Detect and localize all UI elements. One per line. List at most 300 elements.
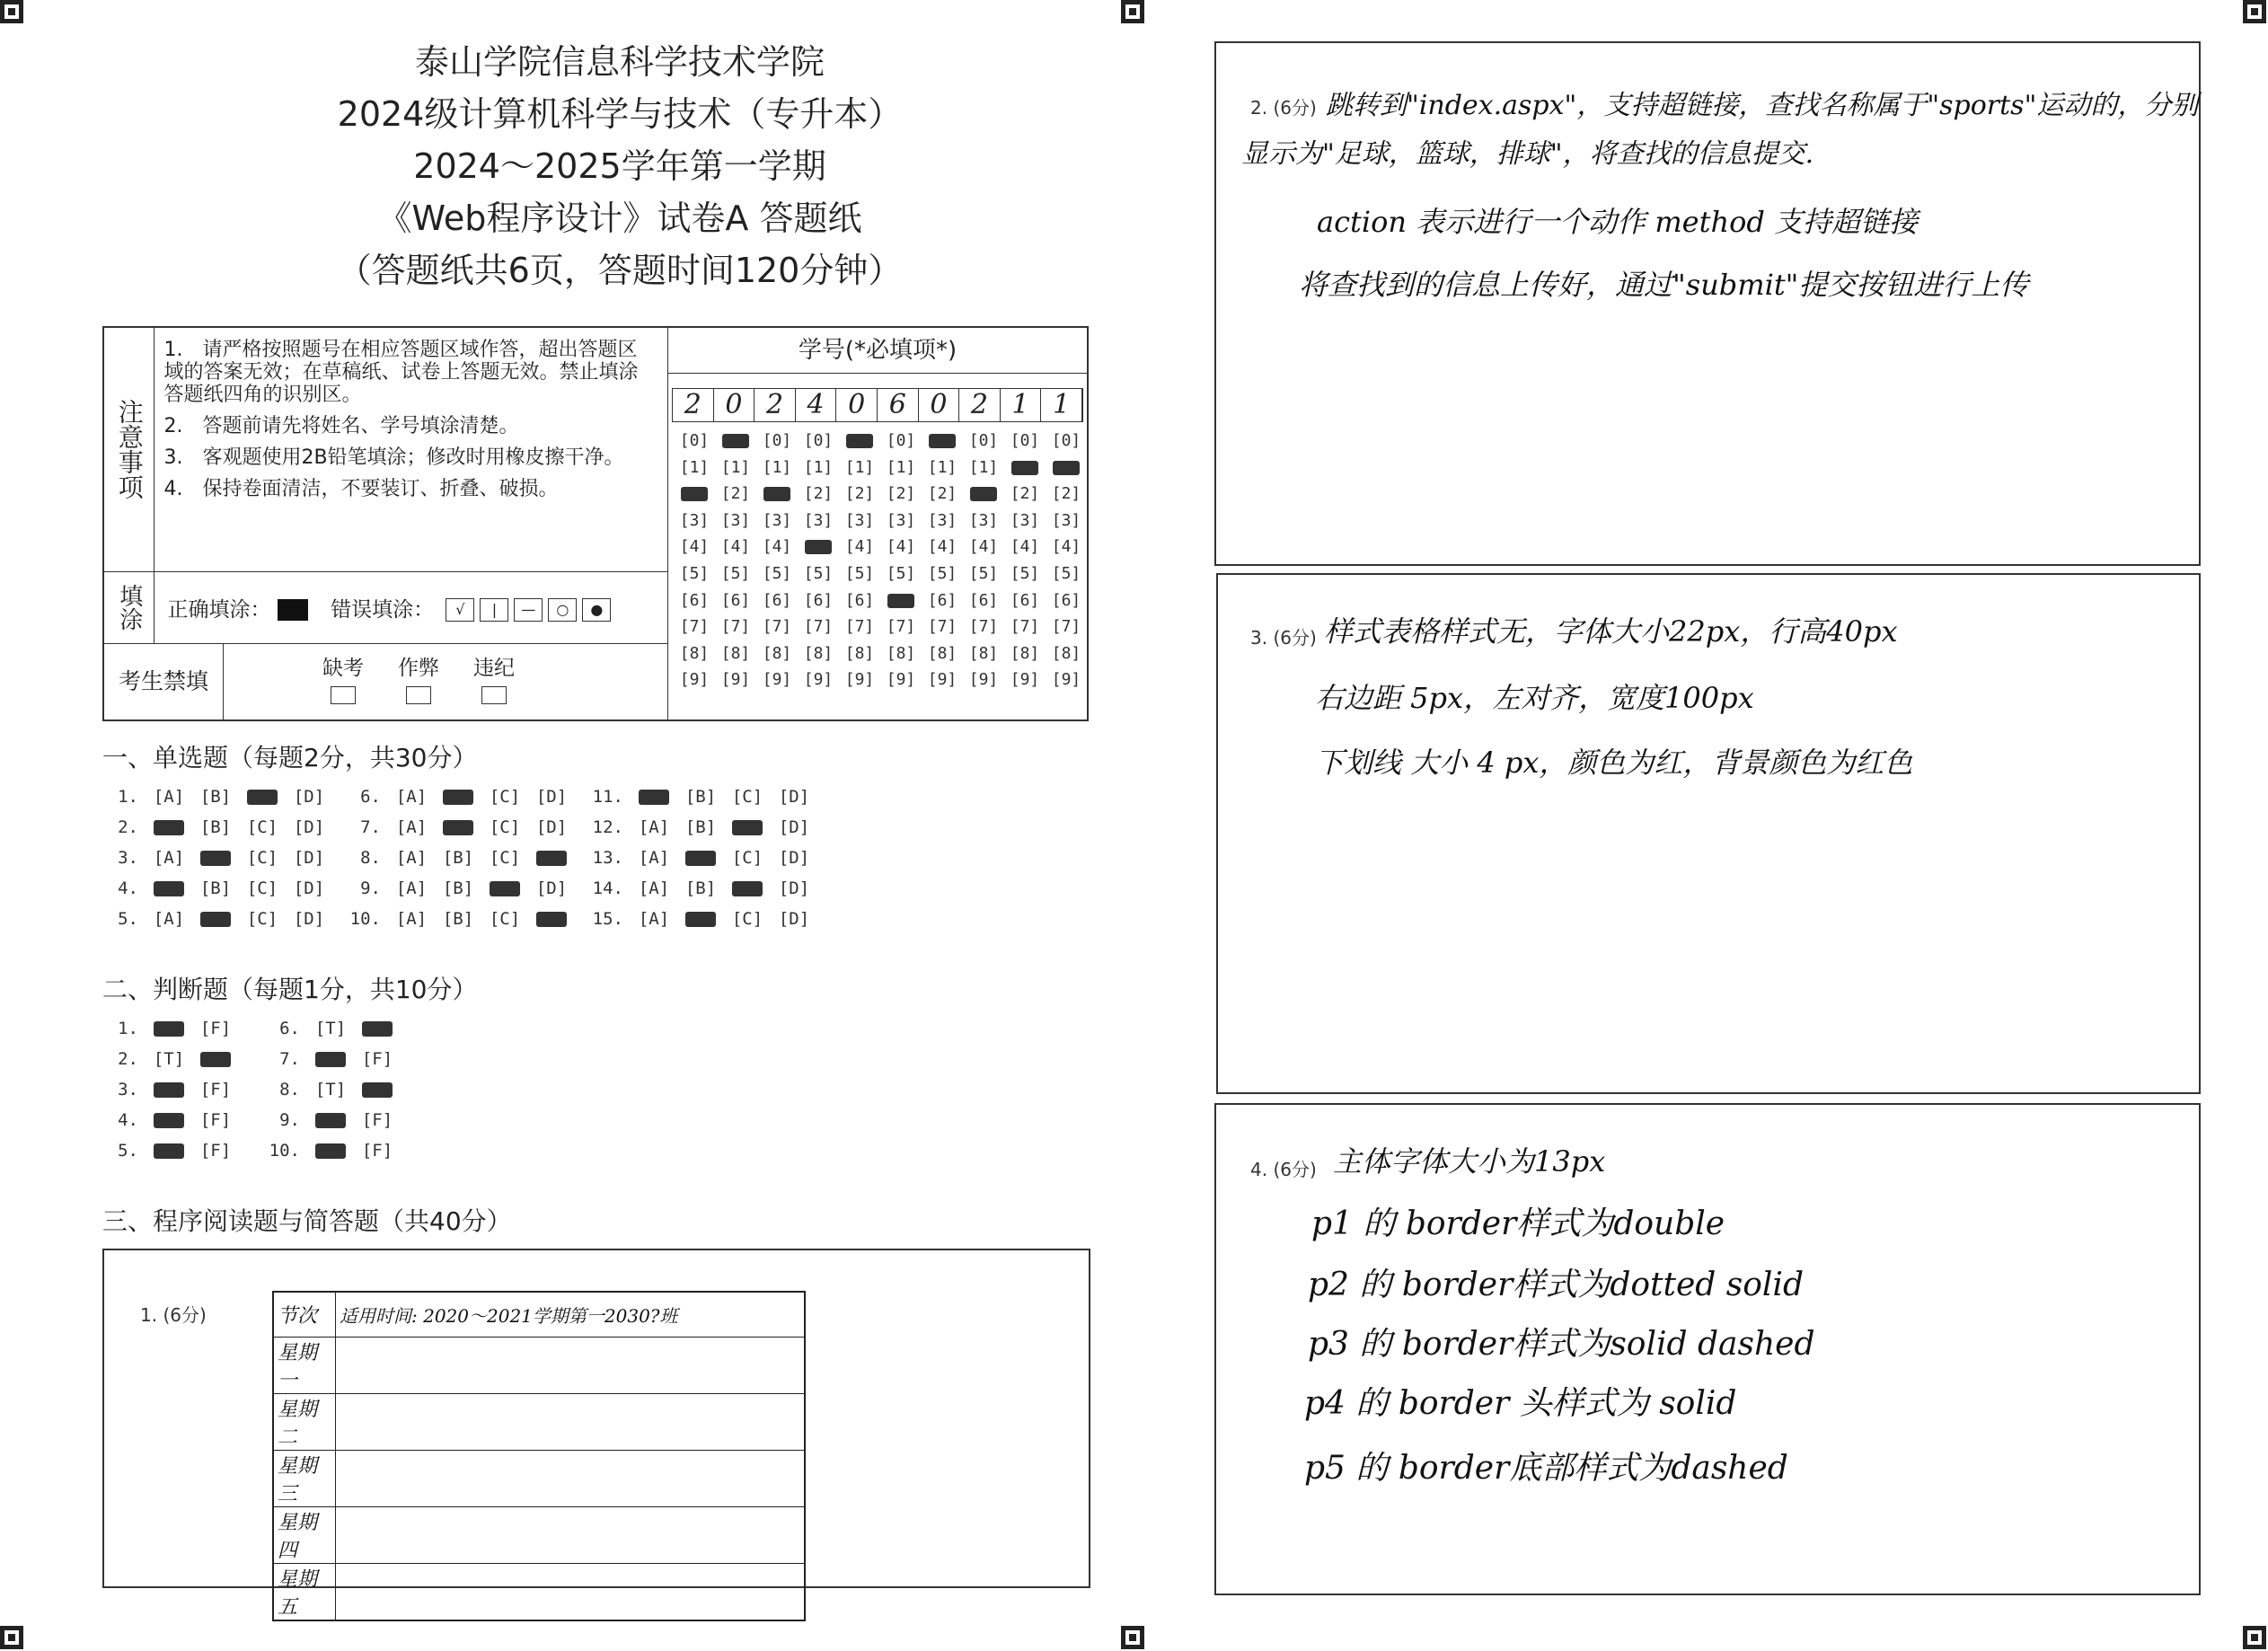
student-id-bubble[interactable]: [9]: [1051, 670, 1081, 690]
mc-option-b[interactable]: [B]: [199, 817, 232, 837]
student-id-bubble[interactable]: [7]: [968, 617, 999, 637]
student-id-bubble[interactable]: [8]: [968, 643, 999, 663]
mc-option-d[interactable]: [528, 848, 575, 868]
q4-answer-line-6: p5 的 border底部样式为dashed: [1304, 1450, 1788, 1487]
mc-question-number: 13.: [592, 848, 623, 868]
student-id-bubble[interactable]: [4]: [679, 537, 710, 557]
q3-answer-line-3: 下划线 大小 4 px，颜色为红，背景颜色为红色: [1315, 746, 1913, 780]
tf-question-number: 6.: [279, 1019, 300, 1038]
student-id-digit-box[interactable]: 0: [919, 389, 960, 421]
student-id-bubble[interactable]: [6]: [968, 590, 999, 610]
student-id-bubble[interactable]: [7]: [927, 617, 958, 637]
wrong-fill-circle: ○: [548, 598, 577, 622]
corner-marker-top-center: [1121, 0, 1144, 23]
student-id-bubble[interactable]: [8]: [803, 643, 834, 663]
mc-option-a[interactable]: [631, 787, 677, 807]
student-id-bubble[interactable]: [1]: [679, 457, 710, 477]
mc-option-b[interactable]: [B]: [199, 878, 232, 898]
student-id-bubble[interactable]: [9]: [968, 670, 999, 690]
student-id-bubble[interactable]: [3]: [803, 510, 834, 530]
bubble-filled-mark: [887, 594, 914, 608]
student-id-bubble[interactable]: [6]: [762, 590, 792, 610]
tf-option-f[interactable]: [F]: [199, 1110, 232, 1130]
mc-option-b[interactable]: [435, 817, 481, 837]
mc-question-number: 5.: [118, 909, 138, 929]
mc-option-a[interactable]: [146, 878, 192, 898]
mc-option-b[interactable]: [677, 848, 724, 868]
mc-question-row: [587, 878, 817, 898]
student-id-digit-box[interactable]: 2: [959, 389, 1001, 421]
tf-question-row: [264, 1049, 401, 1069]
mc-question-row: [587, 909, 817, 929]
corner-marker-bottom-left: [0, 1626, 23, 1649]
option-filled-mark: [362, 1021, 393, 1037]
q4-answer-line-2: p1 的 border样式为double: [1311, 1205, 1725, 1242]
student-id-bubble[interactable]: [4]: [762, 537, 792, 557]
info-table: [102, 326, 1089, 721]
student-id-bubble[interactable]: [1]: [886, 457, 916, 477]
tf-option-t[interactable]: [146, 1110, 192, 1130]
student-id-bubble[interactable]: [3]: [720, 510, 751, 530]
mc-option-d[interactable]: [D]: [535, 878, 568, 898]
q4-answer-line-4: p3 的 border样式为solid dashed: [1308, 1326, 1815, 1363]
mc-option-d[interactable]: [D]: [293, 817, 325, 837]
answer-box-q3[interactable]: [1216, 573, 2201, 1094]
tf-question-row: [264, 1141, 401, 1161]
student-id-bubble[interactable]: [4]: [886, 537, 916, 557]
student-id-bubble[interactable]: [1]: [927, 457, 958, 477]
mc-option-d[interactable]: [528, 909, 575, 929]
mc-question-number: 8.: [360, 848, 381, 868]
corner-marker-top-left: [0, 0, 23, 23]
student-id-bubble[interactable]: [0]: [1010, 431, 1040, 450]
corner-marker-bottom-center: [1121, 1626, 1144, 1649]
student-id-bubble[interactable]: [1]: [803, 457, 834, 477]
student-id-bubble[interactable]: [8]: [1051, 643, 1081, 663]
student-id-digit-box[interactable]: 2: [755, 389, 796, 421]
examinee-label: 考生禁填: [104, 644, 224, 720]
bubble-filled-mark: [805, 540, 832, 554]
student-id-bubble[interactable]: [922, 428, 963, 455]
status-absent-checkbox[interactable]: [331, 686, 356, 704]
student-id-bubble[interactable]: [6]: [679, 590, 710, 610]
q3-answer-line-2: 右边距 5px，左对齐，宽度100px: [1315, 681, 1754, 715]
option-filled-mark: [443, 820, 473, 835]
mc-option-b[interactable]: [677, 909, 724, 929]
mc-question-number: 11.: [592, 787, 623, 807]
option-filled-mark: [200, 912, 231, 927]
mc-option-d[interactable]: [D]: [778, 817, 810, 837]
student-id-bubble[interactable]: [756, 481, 798, 508]
wrong-fill-bar: |: [480, 598, 508, 622]
mc-option-b[interactable]: [B]: [684, 787, 717, 807]
student-id-bubble[interactable]: [8]: [927, 643, 958, 663]
tf-option-t[interactable]: [307, 1049, 354, 1069]
q1-label: 1. (6分): [140, 1304, 207, 1326]
mc-question-row: [102, 878, 332, 898]
student-id-digit-box[interactable]: 0: [714, 389, 755, 421]
tf-question-number: 5.: [118, 1141, 138, 1161]
tf-option-f[interactable]: [F]: [199, 1080, 232, 1099]
bubble-filled-mark: [1011, 461, 1038, 475]
student-id-digit-box[interactable]: 0: [836, 389, 878, 421]
tf-option-f[interactable]: [192, 1049, 239, 1069]
mc-option-a[interactable]: [A]: [638, 817, 670, 837]
mc-question-number: 9.: [360, 878, 381, 898]
student-id-bubble[interactable]: [1]: [762, 457, 792, 477]
option-filled-mark: [154, 1021, 184, 1037]
student-id-bubble[interactable]: [4]: [927, 537, 958, 557]
student-id-bubble[interactable]: [9]: [927, 670, 958, 690]
student-id-bubble[interactable]: [0]: [1051, 431, 1081, 450]
tf-question-row: [102, 1080, 239, 1099]
mc-option-d[interactable]: [D]: [778, 909, 810, 929]
student-id-bubble[interactable]: [5]: [1051, 563, 1081, 583]
student-id-digit-box[interactable]: 2: [673, 389, 714, 421]
mc-option-a[interactable]: [146, 817, 192, 837]
mc-option-c[interactable]: [C]: [731, 848, 763, 868]
header-class: 2024级计算机科学与技术（专升本）: [337, 94, 903, 134]
option-filled-mark: [200, 851, 231, 866]
mc-option-c[interactable]: [C]: [731, 909, 763, 929]
student-id-bubble[interactable]: [5]: [1010, 563, 1040, 583]
schedule-day-5: 星期五: [273, 1563, 336, 1620]
mc-question-number: 10.: [349, 909, 381, 929]
mc-question-row: [102, 787, 332, 807]
q3-answer-line-1: 样式表格样式无，字体大小22px，行高40px: [1324, 614, 1898, 649]
tf-option-t[interactable]: [146, 1141, 192, 1161]
mc-option-d[interactable]: [D]: [535, 817, 568, 837]
tf-question-row: [102, 1049, 239, 1069]
student-id-bubble[interactable]: [6]: [1010, 590, 1040, 610]
mc-option-a[interactable]: [A]: [395, 848, 428, 868]
student-id-bubble[interactable]: [3]: [679, 510, 710, 530]
student-id-bubble[interactable]: [7]: [1010, 617, 1040, 637]
student-id-bubble[interactable]: [1]: [720, 457, 751, 477]
option-filled-mark: [639, 790, 669, 805]
student-id-bubble[interactable]: [7]: [720, 617, 751, 637]
student-id-bubble[interactable]: [4]: [968, 537, 999, 557]
option-filled-mark: [154, 1082, 184, 1098]
option-filled-mark: [732, 881, 763, 896]
q4-answer-line-3: p2 的 border样式为dotted solid: [1308, 1267, 1804, 1303]
student-id-bubble[interactable]: [5]: [886, 563, 916, 583]
mc-option-a[interactable]: [A]: [638, 848, 670, 868]
tf-option-f[interactable]: [F]: [199, 1019, 232, 1038]
q2-label: 2. (6分): [1250, 97, 1317, 119]
schedule-header-time: 适用时间: 2020～2021学期第一2030?班: [336, 1292, 806, 1337]
student-id-digit-box[interactable]: 1: [1041, 389, 1082, 421]
student-id-bubble[interactable]: [2]: [844, 484, 875, 504]
student-id-bubble[interactable]: [3]: [968, 510, 999, 530]
mc-question-number: 4.: [118, 878, 138, 898]
mc-option-b[interactable]: [192, 848, 239, 868]
student-id-bubble[interactable]: [2]: [720, 484, 751, 504]
option-filled-mark: [536, 851, 567, 866]
student-id-digit-box[interactable]: 1: [1001, 389, 1042, 421]
student-id-bubble[interactable]: [4]: [844, 537, 875, 557]
mc-option-c[interactable]: [C]: [246, 878, 278, 898]
mc-question-row: [587, 848, 817, 868]
student-id-bubble[interactable]: [9]: [803, 670, 834, 690]
option-filled-mark: [154, 1143, 184, 1159]
student-id-bubble[interactable]: [5]: [720, 563, 751, 583]
notice-item-1: 1. 请严格按照题号在相应答题区域作答，超出答题区域的答案无效；在草稿纸、试卷上答题无效。禁止填涂答题纸四角的识别区。: [163, 339, 639, 406]
student-id-bubble[interactable]: [5]: [844, 563, 875, 583]
student-id-bubble[interactable]: [3]: [886, 510, 916, 530]
student-id-bubble[interactable]: [1004, 455, 1046, 481]
mc-option-a[interactable]: [A]: [153, 848, 185, 868]
status-absent-label: 缺考: [322, 656, 364, 680]
student-id-bubble[interactable]: [4]: [1051, 537, 1081, 557]
mc-question-row: [587, 787, 817, 807]
notice-item-4: 4. 保持卷面清洁，不要装订、折叠、破损。: [163, 478, 559, 500]
student-id-digit-boxes[interactable]: [672, 388, 1083, 422]
student-id-bubble[interactable]: [9]: [886, 670, 916, 690]
student-id-bubble[interactable]: [7]: [762, 617, 792, 637]
tf-option-t[interactable]: [T]: [314, 1080, 347, 1099]
student-id-bubble-grid[interactable]: [668, 428, 1087, 693]
student-id-bubble[interactable]: [7]: [679, 617, 710, 637]
mc-option-c[interactable]: [724, 817, 771, 837]
student-id-bubble[interactable]: [9]: [679, 670, 710, 690]
mc-option-b[interactable]: [192, 909, 239, 929]
mc-option-c[interactable]: [C]: [246, 848, 278, 868]
student-id-bubble[interactable]: [5]: [968, 563, 999, 583]
header-term: 2024～2025学年第一学期: [413, 146, 826, 186]
mc-option-c[interactable]: [C]: [489, 817, 521, 837]
tf-question-row: [102, 1141, 239, 1161]
wrong-fill-dot: ●: [582, 598, 611, 622]
student-id-bubble[interactable]: [0]: [762, 431, 792, 450]
student-id-bubble[interactable]: [9]: [844, 670, 875, 690]
mc-option-a[interactable]: [A]: [395, 878, 428, 898]
mc-option-b[interactable]: [B]: [442, 909, 474, 929]
option-filled-mark: [685, 851, 716, 866]
student-id-bubble[interactable]: [839, 428, 880, 455]
wrong-fill-dash: —: [514, 598, 543, 622]
student-id-bubble[interactable]: [3]: [762, 510, 792, 530]
student-id-bubble[interactable]: [798, 534, 839, 561]
bubble-filled-mark: [929, 434, 956, 448]
student-id-bubble[interactable]: [2]: [886, 484, 916, 504]
tf-option-f[interactable]: [354, 1080, 401, 1099]
mc-option-c[interactable]: [481, 878, 528, 898]
student-id-bubble[interactable]: [6]: [927, 590, 958, 610]
student-id-bubble[interactable]: [1046, 455, 1087, 481]
wrong-fill-check: √: [446, 598, 474, 622]
student-id-bubble[interactable]: [7]: [803, 617, 834, 637]
tf-option-t[interactable]: [T]: [153, 1049, 185, 1069]
student-id-bubble[interactable]: [8]: [762, 643, 792, 663]
option-filled-mark: [362, 1082, 393, 1098]
mc-option-b[interactable]: [B]: [199, 787, 232, 807]
mc-option-b[interactable]: [435, 787, 481, 807]
student-id-digit-box[interactable]: 4: [796, 389, 837, 421]
tf-question-number: 10.: [269, 1141, 300, 1161]
student-id-bubble[interactable]: [8]: [886, 643, 916, 663]
student-id-bubble[interactable]: [8]: [1010, 643, 1040, 663]
tf-option-t[interactable]: [146, 1019, 192, 1038]
student-id-bubble[interactable]: [9]: [1010, 670, 1040, 690]
student-id-bubble[interactable]: [6]: [720, 590, 751, 610]
option-filled-mark: [154, 1113, 184, 1128]
mc-option-d[interactable]: [D]: [778, 787, 810, 807]
mc-option-d[interactable]: [D]: [293, 909, 325, 929]
mc-option-c[interactable]: [C]: [489, 848, 521, 868]
mc-option-b[interactable]: [B]: [442, 848, 474, 868]
option-filled-mark: [154, 881, 184, 896]
header-note: （答题纸共6页，答题时间120分钟）: [337, 251, 903, 290]
mc-option-c[interactable]: [C]: [731, 787, 763, 807]
mc-question-row: [587, 817, 817, 837]
student-id-bubble[interactable]: [0]: [886, 431, 916, 450]
student-id-bubble[interactable]: [963, 481, 1004, 508]
status-violation-checkbox[interactable]: [481, 686, 507, 704]
notice-item-2: 2. 答题前请先将姓名、学号填涂清楚。: [163, 415, 519, 437]
student-id-bubble[interactable]: [674, 481, 715, 508]
student-id-bubble[interactable]: [4]: [720, 537, 751, 557]
notice-label: 注意事项: [114, 399, 145, 500]
student-id-bubble[interactable]: [3]: [1051, 510, 1081, 530]
mc-option-b[interactable]: [B]: [684, 878, 717, 898]
mc-option-d[interactable]: [D]: [293, 787, 325, 807]
mc-question-row: [345, 848, 575, 868]
tf-option-f[interactable]: [F]: [361, 1110, 393, 1130]
student-id-bubble[interactable]: [2]: [803, 484, 834, 504]
student-id-bubble[interactable]: [715, 428, 756, 455]
option-filled-mark: [732, 820, 763, 835]
mc-option-a[interactable]: [A]: [153, 787, 185, 807]
student-id-bubble[interactable]: [2]: [1010, 484, 1040, 504]
status-violation-label: 违纪: [473, 656, 515, 680]
student-id-bubble[interactable]: [7]: [886, 617, 916, 637]
tf-option-f[interactable]: [F]: [361, 1049, 393, 1069]
mc-option-d[interactable]: [D]: [778, 878, 810, 898]
mc-option-c[interactable]: [C]: [246, 817, 278, 837]
mc-option-a[interactable]: [A]: [153, 909, 185, 929]
notice-item-3: 3. 客观题使用2B铅笔填涂；修改时用橡皮擦干净。: [163, 446, 624, 469]
student-id-bubble[interactable]: [8]: [720, 643, 751, 663]
mc-option-a[interactable]: [A]: [638, 909, 670, 929]
schedule-day-4: 星期四: [273, 1506, 336, 1563]
student-id-bubble[interactable]: [3]: [1010, 510, 1040, 530]
tf-option-f[interactable]: [F]: [361, 1141, 393, 1161]
option-filled-mark: [315, 1143, 346, 1159]
student-id-bubble[interactable]: [880, 587, 922, 614]
mc-question-row: [102, 848, 332, 868]
correct-fill-sample: [278, 599, 308, 621]
correct-fill-label: 正确填涂：: [167, 597, 271, 622]
student-id-bubble[interactable]: [5]: [803, 563, 834, 583]
section3-title: 三、程序阅读题与简答题（共40分）: [102, 1206, 512, 1236]
q1-schedule-table: [272, 1291, 806, 1621]
bubble-filled-mark: [722, 434, 749, 448]
q4-label: 4. (6分): [1250, 1159, 1317, 1180]
mc-option-d[interactable]: [D]: [778, 848, 810, 868]
tf-question-number: 7.: [279, 1049, 300, 1069]
student-id-bubble[interactable]: [4]: [1010, 537, 1040, 557]
tf-option-t[interactable]: [T]: [314, 1019, 347, 1038]
student-id-bubble[interactable]: [0]: [679, 431, 710, 450]
student-id-bubble[interactable]: [3]: [844, 510, 875, 530]
student-id-bubble[interactable]: [5]: [762, 563, 792, 583]
student-id-bubble[interactable]: [0]: [803, 431, 834, 450]
student-id-bubble[interactable]: [2]: [1051, 484, 1081, 504]
q4-answer-line-5: p4 的 border 头样式为 solid: [1304, 1385, 1737, 1422]
mc-option-c[interactable]: [C]: [246, 909, 278, 929]
student-id-bubble[interactable]: [3]: [927, 510, 958, 530]
student-id-bubble[interactable]: [9]: [762, 670, 792, 690]
mc-option-a[interactable]: [A]: [395, 817, 428, 837]
option-filled-mark: [154, 820, 184, 835]
fill-label: 填涂: [115, 584, 143, 631]
mc-option-c[interactable]: [C]: [489, 787, 521, 807]
section2-title: 二、判断题（每题1分，共10分）: [102, 975, 478, 1004]
option-filled-mark: [536, 912, 567, 927]
mc-option-b[interactable]: [B]: [442, 878, 474, 898]
student-id-bubble[interactable]: [1]: [968, 457, 999, 477]
bubble-filled-mark: [1053, 461, 1080, 475]
header-exam-title: 《Web程序设计》试卷A 答题纸: [377, 199, 862, 238]
student-id-bubble[interactable]: [2]: [927, 484, 958, 504]
bubble-filled-mark: [846, 434, 873, 448]
student-id-digit-box[interactable]: 6: [878, 389, 919, 421]
student-id-bubble[interactable]: [6]: [803, 590, 834, 610]
mc-option-d[interactable]: [D]: [293, 848, 325, 868]
student-id-bubble[interactable]: [5]: [927, 563, 958, 583]
status-cheat-label: 作弊: [398, 656, 439, 680]
student-id-bubble[interactable]: [5]: [679, 563, 710, 583]
option-filled-mark: [247, 790, 278, 805]
mc-option-a[interactable]: [A]: [395, 787, 428, 807]
student-id-bubble[interactable]: [1]: [844, 457, 875, 477]
student-id-bubble[interactable]: [8]: [844, 643, 875, 663]
mc-question-number: 1.: [118, 787, 138, 807]
option-filled-mark: [315, 1113, 346, 1128]
student-id-bubble[interactable]: [8]: [679, 643, 710, 663]
mc-option-a[interactable]: [A]: [638, 878, 670, 898]
student-id-bubble[interactable]: [0]: [968, 431, 999, 450]
mc-question-number: 3.: [118, 848, 138, 868]
tf-option-t[interactable]: [146, 1080, 192, 1099]
student-id-bubble[interactable]: [6]: [844, 590, 875, 610]
option-filled-mark: [315, 1052, 346, 1067]
corner-marker-top-right: [2243, 0, 2266, 23]
student-id-bubble[interactable]: [7]: [844, 617, 875, 637]
mc-option-a[interactable]: [A]: [395, 909, 428, 929]
mc-question-row: [345, 909, 575, 929]
mc-option-c[interactable]: [C]: [489, 909, 521, 929]
student-id-bubble[interactable]: [9]: [720, 670, 751, 690]
mc-option-c[interactable]: [724, 878, 771, 898]
status-cheat-checkbox[interactable]: [406, 686, 431, 704]
tf-option-t[interactable]: [307, 1110, 354, 1130]
tf-option-t[interactable]: [307, 1141, 354, 1161]
tf-question-number: 9.: [279, 1110, 300, 1130]
option-filled-mark: [490, 881, 520, 896]
mc-option-d[interactable]: [D]: [535, 787, 568, 807]
tf-option-f[interactable]: [354, 1019, 401, 1038]
tf-option-f[interactable]: [F]: [199, 1141, 232, 1161]
mc-option-c[interactable]: [239, 787, 286, 807]
tf-question-number: 1.: [118, 1019, 138, 1038]
mc-option-d[interactable]: [D]: [293, 878, 325, 898]
student-id-bubble[interactable]: [7]: [1051, 617, 1081, 637]
student-id-bubble[interactable]: [6]: [1051, 590, 1081, 610]
mc-question-number: 7.: [360, 817, 381, 837]
mc-option-b[interactable]: [B]: [684, 817, 717, 837]
